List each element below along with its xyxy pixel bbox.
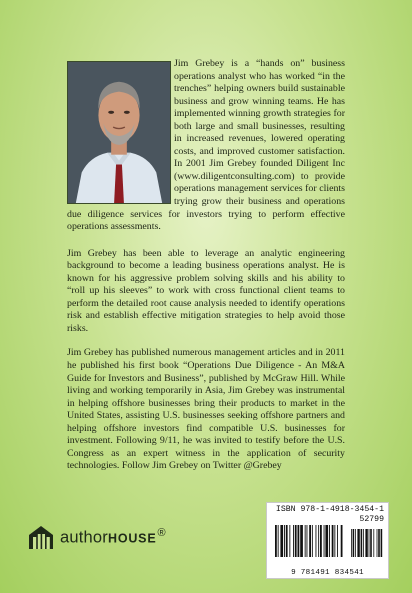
- barcode-bars: [271, 517, 384, 567]
- barcode-bar: [363, 529, 364, 557]
- barcode-bar: [318, 525, 319, 557]
- author-house-logo-icon: [28, 524, 54, 550]
- barcode-bar: [378, 529, 380, 557]
- barcode-bar: [337, 525, 338, 557]
- publisher-name: [60, 527, 166, 548]
- barcode-bar: [309, 525, 311, 557]
- photo-spacer: [67, 58, 174, 206]
- barcode-bar: [365, 529, 367, 557]
- barcode-bar: [373, 529, 374, 557]
- barcode-bar: [300, 525, 303, 557]
- barcode-bar: [377, 529, 378, 557]
- publisher-logo: [28, 523, 166, 551]
- price-code: 52799: [359, 515, 384, 524]
- barcode-bar: [353, 529, 355, 557]
- barcode-bar: [286, 525, 288, 557]
- barcode-bar: [351, 529, 352, 557]
- barcode-bar: [305, 525, 306, 557]
- barcode-bar: [307, 525, 308, 557]
- barcode-bar: [334, 525, 335, 557]
- barcode-bar: [316, 525, 317, 557]
- isbn-text: ISBN 978-1-4918-3454-1: [275, 505, 384, 514]
- barcode-bar: [341, 525, 343, 557]
- publisher-name-upper: HOUSE: [108, 531, 157, 546]
- barcode-bar: [295, 525, 297, 557]
- barcode-bar: [325, 525, 328, 557]
- barcode-bar: [324, 525, 325, 557]
- barcode-bar: [275, 525, 277, 557]
- barcode-bar: [280, 525, 283, 557]
- bio-paragraph-1: Jim Grebey is a “hands on” business operations analyst who has worked “in the trenches” helping owners build sustainable business and grow winning teams. He has implemented winning growth strategies for both large and small businesses, resulting in increased revenues, lowered operating costs, and improved customer satisfaction. In 2001 Jim Grebey founded Diligent Inc (www.diligentconsulting.com) to provide operations management services for clients trying grow their business and operations due diligence services for investors trying to perform effective operations assessments.: [67, 58, 345, 233]
- publisher-name-lower: author: [60, 528, 108, 547]
- barcode-bar: [298, 525, 300, 557]
- barcode-bar: [312, 525, 313, 557]
- barcode-bar: [293, 525, 294, 557]
- barcode-bar: [357, 529, 359, 557]
- author-bio: [67, 58, 345, 473]
- barcode-bar: [329, 525, 330, 557]
- barcode-bar: [284, 525, 285, 557]
- barcode-bar: [320, 525, 322, 557]
- isbn-barcode: [266, 502, 389, 579]
- barcode-bar: [278, 525, 279, 557]
- barcode-bar: [289, 525, 290, 557]
- barcode-bar: [332, 525, 334, 557]
- registered-mark: ®: [157, 526, 166, 539]
- barcode-bar: [361, 529, 363, 557]
- bio-paragraph-3: Jim Grebey has published numerous management articles and in 2011 he published his first book “Operations Due Diligence - An M&A Guide for Investors and Business”, published by McGraw Hill. While living and working temporarily in Asia, Jim Grebey was instrumental in helping offshore businesses bring their products to market in the United States, assisting U.S. businesses seeking offshore partners and helping offshore investors find compatible U.S. businesses for investment. Following 9/11, he was invited to testify before the U.S. Congress as an expert witness in the application of security technologies. Follow Jim Grebey on Twitter @Grebey: [67, 347, 345, 472]
- bio-paragraph-2: Jim Grebey has been able to leverage an analytic engineering background to become a leading business operations analyst. He is known for his aggressive problem solving skills and his ability to “roll up his sleeves” to work with cross functional client teams to perform the detailed root cause analysis needed to identify operations risk and establish effective mitigation strategies to help avoid those risks.: [67, 247, 345, 334]
- barcode-digits: 9 781491 834541: [291, 569, 364, 577]
- barcode-bar: [355, 529, 356, 557]
- barcode-bar: [370, 529, 372, 557]
- barcode-bar: [381, 529, 383, 557]
- barcode-bar: [369, 529, 370, 557]
